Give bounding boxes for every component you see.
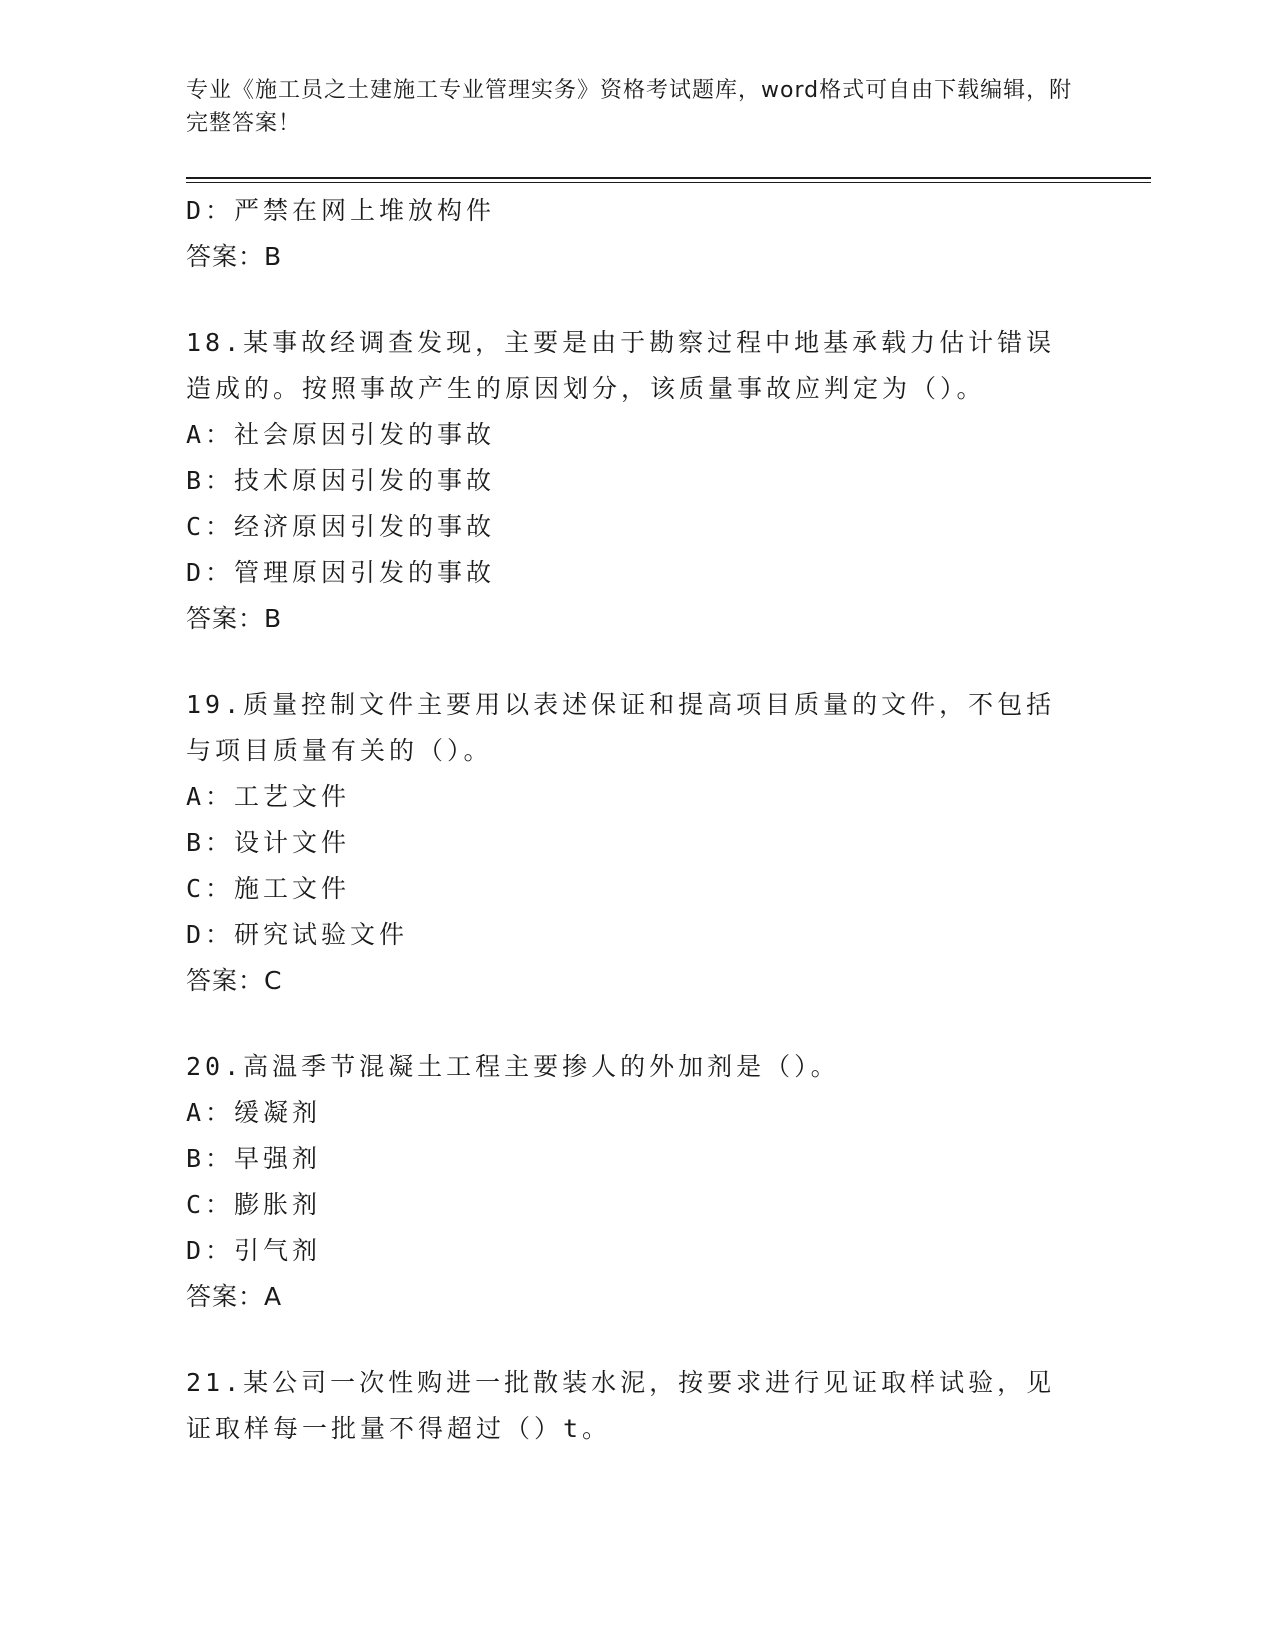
question-block bbox=[186, 1360, 1086, 1452]
option-b: B：技术原因引发的事故 bbox=[186, 466, 496, 495]
option-b: B：早强剂 bbox=[186, 1144, 322, 1173]
header-divider-thin bbox=[186, 182, 1151, 183]
option-c: C：膨胀剂 bbox=[186, 1190, 322, 1219]
option-b: B：设计文件 bbox=[186, 828, 351, 857]
answer-line: 答案：B bbox=[186, 604, 283, 633]
header-divider bbox=[186, 177, 1151, 179]
option-c: C：施工文件 bbox=[186, 874, 351, 903]
document-header: 专业《施工员之土建施工专业管理实务》资格考试题库，word格式可自由下载编辑，附完整答案！ bbox=[186, 78, 1073, 136]
option-d: D：引气剂 bbox=[186, 1236, 322, 1265]
question-block bbox=[186, 1044, 1086, 1320]
question-list bbox=[186, 188, 1086, 1452]
option-d: D：研究试验文件 bbox=[186, 920, 409, 949]
question-stem: 21.某公司一次性购进一批散装水泥，按要求进行见证取样试验，见证取样每一批量不得超过（）t。 bbox=[186, 1368, 1056, 1443]
question-stem: 18.某事故经调查发现，主要是由于勘察过程中地基承载力估计错误造成的。按照事故产生的原因划分，该质量事故应判定为（）。 bbox=[186, 328, 1056, 403]
question-block bbox=[186, 320, 1086, 642]
option-a: A：缓凝剂 bbox=[186, 1098, 322, 1127]
option-d: D：严禁在网上堆放构件 bbox=[186, 196, 496, 225]
question-block bbox=[186, 682, 1086, 1004]
answer-line: 答案：A bbox=[186, 1282, 283, 1311]
option-c: C：经济原因引发的事故 bbox=[186, 512, 496, 541]
option-a: A：社会原因引发的事故 bbox=[186, 420, 496, 449]
answer-line: 答案：B bbox=[186, 242, 283, 271]
option-d: D：管理原因引发的事故 bbox=[186, 558, 496, 587]
option-a: A：工艺文件 bbox=[186, 782, 351, 811]
answer-line: 答案：C bbox=[186, 966, 283, 995]
question-stem: 19.质量控制文件主要用以表述保证和提高项目质量的文件，不包括与项目质量有关的（）。 bbox=[186, 690, 1056, 765]
question-stem: 20.高温季节混凝土工程主要掺人的外加剂是（）。 bbox=[186, 1052, 840, 1081]
